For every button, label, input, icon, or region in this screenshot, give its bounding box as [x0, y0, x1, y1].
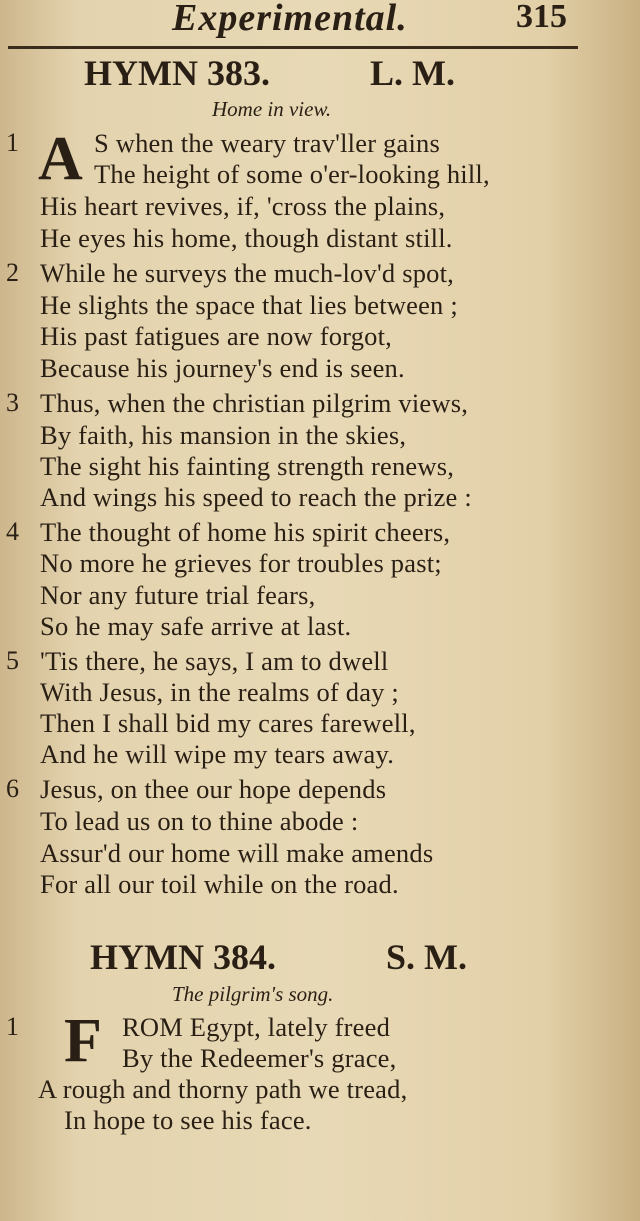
stanza-number: 1: [6, 128, 19, 157]
verse-line: To lead us on to thine abode :: [40, 806, 359, 836]
hymn-384-heading: [0, 936, 640, 980]
verse-line: His heart revives, if, 'cross the plains,: [40, 191, 446, 221]
stanza-number: 3: [6, 388, 19, 417]
hymn-meter: S. M.: [386, 937, 467, 977]
verse-line: No more he grieves for troubles past;: [40, 548, 442, 578]
verse-line: Assur'd our home will make amends: [40, 838, 434, 868]
verse-line: The height of some o'er-looking hill,: [94, 159, 490, 189]
verse-line: Because his journey's end is seen.: [40, 353, 405, 383]
verse-line: In hope to see his face.: [64, 1105, 312, 1135]
hymn-number: HYMN 383.: [84, 53, 270, 93]
verse-line: The thought of home his spirit cheers,: [40, 517, 451, 547]
section-title: Experimental.: [172, 0, 408, 39]
page-number: 315: [516, 0, 567, 35]
stanza-number: 1: [6, 1012, 19, 1041]
hymn-383-heading: [0, 52, 640, 96]
verse-line: And he will wipe my tears away.: [40, 739, 395, 769]
verse-line: The sight his fainting strength renews,: [40, 451, 455, 481]
verse-line: And wings his speed to reach the prize :: [40, 482, 472, 512]
verse-line: For all our toil while on the road.: [40, 869, 399, 899]
stanza-number: 2: [6, 258, 19, 287]
verse-line: ROM Egypt, lately freed: [122, 1012, 391, 1042]
verse-line: S when the weary trav'ller gains: [94, 128, 440, 158]
hymn-meter: L. M.: [370, 53, 455, 93]
verse-line: With Jesus, in the realms of day ;: [40, 677, 399, 707]
stanza-number: 4: [6, 517, 19, 546]
running-head: [0, 0, 640, 48]
stanza-number: 5: [6, 646, 19, 675]
drop-cap: A: [38, 125, 83, 193]
verse-line: So he may safe arrive at last.: [40, 611, 352, 641]
verse-line: A rough and thorny path we tread,: [38, 1074, 408, 1104]
verse-line: 'Tis there, he says, I am to dwell: [40, 646, 389, 676]
header-rule: [8, 46, 578, 49]
verse-line: Then I shall bid my cares farewell,: [40, 708, 416, 738]
stanza-number: 6: [6, 774, 19, 803]
verse-line: Jesus, on thee our hope depends: [40, 774, 387, 804]
drop-cap: F: [64, 1007, 102, 1075]
verse-line: He eyes his home, though distant still.: [40, 223, 453, 253]
verse-line: By faith, his mansion in the skies,: [40, 420, 407, 450]
hymn-subtitle: The pilgrim's song.: [172, 982, 334, 1006]
verse-line: Nor any future trial fears,: [40, 580, 316, 610]
verse-line: He slights the space that lies between ;: [40, 290, 458, 320]
verse-line: While he surveys the much-lov'd spot,: [40, 258, 455, 288]
verse-line: His past fatigues are now forgot,: [40, 321, 393, 351]
verse-line: Thus, when the christian pilgrim views,: [40, 388, 469, 418]
hymn-number: HYMN 384.: [90, 937, 276, 977]
verse-line: By the Redeemer's grace,: [122, 1043, 397, 1073]
hymn-subtitle: Home in view.: [212, 97, 332, 121]
